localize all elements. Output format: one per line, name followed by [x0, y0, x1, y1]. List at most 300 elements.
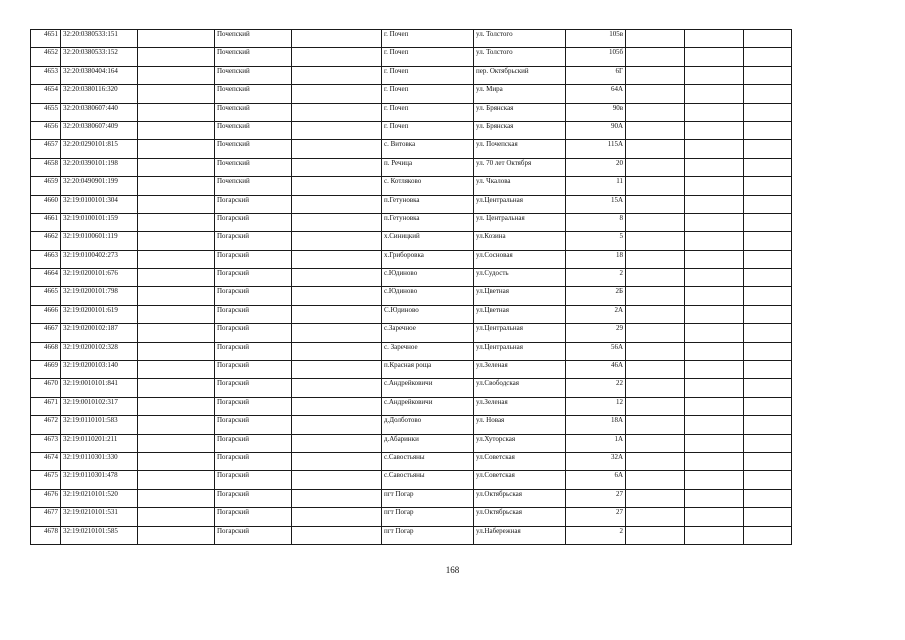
house-number-cell: 105в — [566, 30, 626, 48]
row-number-cell: 4672 — [31, 416, 61, 434]
cadastral-number-cell: 32:20:0380116:320 — [61, 85, 138, 103]
house-number-cell: 2 — [566, 269, 626, 287]
district-cell: Почепский — [215, 85, 292, 103]
empty-cell — [744, 452, 792, 470]
empty-cell — [138, 508, 215, 526]
locality-cell: пгт Погар — [382, 508, 474, 526]
table-row — [31, 213, 792, 231]
empty-cell — [685, 177, 744, 195]
table-row — [31, 269, 792, 287]
street-cell: ул.Сосновая — [474, 250, 566, 268]
table-row — [31, 379, 792, 397]
district-cell: Почепский — [215, 121, 292, 139]
empty-cell — [685, 416, 744, 434]
house-number-cell: 5 — [566, 232, 626, 250]
locality-cell: г. Почеп — [382, 66, 474, 84]
empty-cell — [138, 30, 215, 48]
table-row — [31, 305, 792, 323]
row-number-cell: 4674 — [31, 452, 61, 470]
empty-cell — [292, 158, 382, 176]
empty-cell — [744, 232, 792, 250]
locality-cell: х.Синицкий — [382, 232, 474, 250]
district-cell: Почепский — [215, 48, 292, 66]
locality-cell: п.Красная роща — [382, 361, 474, 379]
empty-cell — [685, 269, 744, 287]
table-row — [31, 30, 792, 48]
cadastral-number-cell: 32:19:0110101:583 — [61, 416, 138, 434]
house-number-cell: 8 — [566, 213, 626, 231]
empty-cell — [138, 287, 215, 305]
house-number-cell: 105б — [566, 48, 626, 66]
locality-cell: х.Гриборовка — [382, 250, 474, 268]
locality-cell: г. Почеп — [382, 85, 474, 103]
row-number-cell: 4678 — [31, 526, 61, 544]
table-row — [31, 452, 792, 470]
street-cell: ул.Октябрьская — [474, 489, 566, 507]
row-number-cell: 4652 — [31, 48, 61, 66]
empty-cell — [138, 452, 215, 470]
house-number-cell: 12 — [566, 397, 626, 415]
house-number-cell: 2А — [566, 305, 626, 323]
empty-cell — [292, 85, 382, 103]
district-cell: Погарский — [215, 213, 292, 231]
page-number: 168 — [445, 565, 460, 575]
empty-cell — [626, 103, 685, 121]
district-cell: Погарский — [215, 269, 292, 287]
cadastral-number-cell: 32:19:0200101:676 — [61, 269, 138, 287]
district-cell: Почепский — [215, 158, 292, 176]
street-cell: ул. Чкалова — [474, 177, 566, 195]
cadastral-number-cell: 32:20:0390101:198 — [61, 158, 138, 176]
empty-cell — [685, 195, 744, 213]
table-row — [31, 103, 792, 121]
empty-cell — [626, 324, 685, 342]
empty-cell — [744, 342, 792, 360]
locality-cell: д.Абаринки — [382, 434, 474, 452]
empty-cell — [138, 342, 215, 360]
house-number-cell: 15А — [566, 195, 626, 213]
street-cell: ул.Свободская — [474, 379, 566, 397]
district-cell: Почепский — [215, 30, 292, 48]
empty-cell — [138, 121, 215, 139]
row-number-cell: 4675 — [31, 471, 61, 489]
street-cell: ул.Центральная — [474, 324, 566, 342]
empty-cell — [292, 305, 382, 323]
empty-cell — [138, 379, 215, 397]
row-number-cell: 4673 — [31, 434, 61, 452]
registry-body — [31, 30, 792, 545]
row-number-cell: 4662 — [31, 232, 61, 250]
empty-cell — [685, 158, 744, 176]
empty-cell — [292, 361, 382, 379]
cadastral-number-cell: 32:20:0380533:152 — [61, 48, 138, 66]
empty-cell — [292, 103, 382, 121]
empty-cell — [292, 140, 382, 158]
empty-cell — [626, 416, 685, 434]
empty-cell — [292, 30, 382, 48]
house-number-cell: 2Б — [566, 287, 626, 305]
empty-cell — [138, 324, 215, 342]
street-cell: ул. Брянская — [474, 121, 566, 139]
house-number-cell: 27 — [566, 489, 626, 507]
empty-cell — [685, 471, 744, 489]
empty-cell — [292, 379, 382, 397]
empty-cell — [744, 121, 792, 139]
row-number-cell: 4651 — [31, 30, 61, 48]
house-number-cell: 29 — [566, 324, 626, 342]
locality-cell: г. Почеп — [382, 103, 474, 121]
empty-cell — [138, 489, 215, 507]
house-number-cell: 6А — [566, 471, 626, 489]
empty-cell — [626, 287, 685, 305]
cadastral-number-cell: 32:20:0380607:440 — [61, 103, 138, 121]
empty-cell — [744, 30, 792, 48]
empty-cell — [685, 361, 744, 379]
cadastral-number-cell: 32:19:0210101:531 — [61, 508, 138, 526]
district-cell: Почепский — [215, 66, 292, 84]
empty-cell — [685, 452, 744, 470]
district-cell: Погарский — [215, 361, 292, 379]
empty-cell — [744, 103, 792, 121]
empty-cell — [626, 269, 685, 287]
street-cell: ул.Советская — [474, 471, 566, 489]
district-cell: Погарский — [215, 324, 292, 342]
empty-cell — [744, 416, 792, 434]
cadastral-number-cell: 32:19:0110301:330 — [61, 452, 138, 470]
district-cell: Погарский — [215, 305, 292, 323]
empty-cell — [685, 66, 744, 84]
table-row — [31, 342, 792, 360]
empty-cell — [685, 379, 744, 397]
empty-cell — [138, 213, 215, 231]
empty-cell — [292, 48, 382, 66]
table-row — [31, 287, 792, 305]
empty-cell — [138, 526, 215, 544]
empty-cell — [626, 434, 685, 452]
empty-cell — [744, 177, 792, 195]
empty-cell — [138, 177, 215, 195]
empty-cell — [685, 48, 744, 66]
table-row — [31, 250, 792, 268]
empty-cell — [292, 250, 382, 268]
district-cell: Погарский — [215, 287, 292, 305]
empty-cell — [744, 48, 792, 66]
row-number-cell: 4664 — [31, 269, 61, 287]
empty-cell — [626, 379, 685, 397]
locality-cell: пгт Погар — [382, 526, 474, 544]
district-cell: Погарский — [215, 379, 292, 397]
empty-cell — [138, 140, 215, 158]
cadastral-number-cell: 32:19:0110201:211 — [61, 434, 138, 452]
cadastral-number-cell: 32:19:0010102:317 — [61, 397, 138, 415]
empty-cell — [626, 30, 685, 48]
district-cell: Почепский — [215, 140, 292, 158]
empty-cell — [685, 140, 744, 158]
street-cell: ул.Козина — [474, 232, 566, 250]
locality-cell: с. Витовка — [382, 140, 474, 158]
table-row — [31, 397, 792, 415]
district-cell: Погарский — [215, 526, 292, 544]
empty-cell — [744, 526, 792, 544]
empty-cell — [292, 213, 382, 231]
empty-cell — [626, 140, 685, 158]
empty-cell — [626, 526, 685, 544]
table-row — [31, 121, 792, 139]
empty-cell — [626, 195, 685, 213]
house-number-cell: 20 — [566, 158, 626, 176]
cadastral-number-cell: 32:19:0200101:798 — [61, 287, 138, 305]
empty-cell — [138, 195, 215, 213]
district-cell: Почепский — [215, 103, 292, 121]
locality-cell: г. Почеп — [382, 121, 474, 139]
empty-cell — [744, 361, 792, 379]
row-number-cell: 4659 — [31, 177, 61, 195]
empty-cell — [626, 342, 685, 360]
empty-cell — [744, 287, 792, 305]
empty-cell — [138, 85, 215, 103]
house-number-cell: 115А — [566, 140, 626, 158]
empty-cell — [626, 471, 685, 489]
empty-cell — [292, 342, 382, 360]
house-number-cell: 32А — [566, 452, 626, 470]
house-number-cell: 1А — [566, 434, 626, 452]
empty-cell — [292, 471, 382, 489]
row-number-cell: 4653 — [31, 66, 61, 84]
empty-cell — [292, 269, 382, 287]
house-number-cell: 27 — [566, 508, 626, 526]
empty-cell — [685, 489, 744, 507]
row-number-cell: 4676 — [31, 489, 61, 507]
street-cell: ул.Набережная — [474, 526, 566, 544]
district-cell: Погарский — [215, 434, 292, 452]
empty-cell — [685, 287, 744, 305]
empty-cell — [685, 342, 744, 360]
empty-cell — [292, 452, 382, 470]
empty-cell — [138, 269, 215, 287]
empty-cell — [626, 397, 685, 415]
locality-cell: д.Долботово — [382, 416, 474, 434]
house-number-cell: 18А — [566, 416, 626, 434]
locality-cell: с. Котляково — [382, 177, 474, 195]
street-cell: ул.Хуторская — [474, 434, 566, 452]
empty-cell — [685, 250, 744, 268]
table-row — [31, 361, 792, 379]
house-number-cell: 18 — [566, 250, 626, 268]
locality-cell: п.Гетуновка — [382, 195, 474, 213]
locality-cell: с.Савостьяны — [382, 452, 474, 470]
empty-cell — [138, 48, 215, 66]
street-cell: ул. 70 лет Октября — [474, 158, 566, 176]
empty-cell — [626, 250, 685, 268]
empty-cell — [685, 305, 744, 323]
street-cell: ул.Советская — [474, 452, 566, 470]
street-cell: ул. Мира — [474, 85, 566, 103]
street-cell: ул.Зеленая — [474, 397, 566, 415]
empty-cell — [685, 526, 744, 544]
empty-cell — [292, 416, 382, 434]
empty-cell — [744, 324, 792, 342]
empty-cell — [744, 250, 792, 268]
house-number-cell: 90А — [566, 121, 626, 139]
empty-cell — [685, 213, 744, 231]
table-row — [31, 324, 792, 342]
empty-cell — [138, 416, 215, 434]
empty-cell — [138, 66, 215, 84]
empty-cell — [626, 48, 685, 66]
street-cell: ул. Центральная — [474, 213, 566, 231]
empty-cell — [685, 121, 744, 139]
street-cell: ул.Зеленая — [474, 361, 566, 379]
row-number-cell: 4657 — [31, 140, 61, 158]
house-number-cell: 90в — [566, 103, 626, 121]
empty-cell — [138, 397, 215, 415]
empty-cell — [292, 177, 382, 195]
street-cell: ул. Толстого — [474, 30, 566, 48]
empty-cell — [292, 287, 382, 305]
house-number-cell: 46А — [566, 361, 626, 379]
cadastral-number-cell: 32:19:0010101:841 — [61, 379, 138, 397]
empty-cell — [292, 324, 382, 342]
row-number-cell: 4655 — [31, 103, 61, 121]
cadastral-number-cell: 32:19:0200101:619 — [61, 305, 138, 323]
street-cell: ул. Почепская — [474, 140, 566, 158]
empty-cell — [685, 324, 744, 342]
empty-cell — [685, 232, 744, 250]
empty-cell — [626, 66, 685, 84]
district-cell: Погарский — [215, 471, 292, 489]
locality-cell: г. Почеп — [382, 48, 474, 66]
empty-cell — [744, 397, 792, 415]
row-number-cell: 4656 — [31, 121, 61, 139]
table-row — [31, 434, 792, 452]
empty-cell — [626, 232, 685, 250]
empty-cell — [744, 66, 792, 84]
district-cell: Погарский — [215, 397, 292, 415]
empty-cell — [685, 397, 744, 415]
district-cell: Погарский — [215, 508, 292, 526]
row-number-cell: 4671 — [31, 397, 61, 415]
empty-cell — [292, 397, 382, 415]
empty-cell — [685, 508, 744, 526]
locality-cell: п.Гетуновка — [382, 213, 474, 231]
house-number-cell: 64А — [566, 85, 626, 103]
table-row — [31, 158, 792, 176]
empty-cell — [744, 140, 792, 158]
empty-cell — [138, 103, 215, 121]
empty-cell — [138, 434, 215, 452]
cadastral-number-cell: 32:19:0210101:585 — [61, 526, 138, 544]
empty-cell — [138, 471, 215, 489]
empty-cell — [292, 66, 382, 84]
street-cell: ул.Октябрьская — [474, 508, 566, 526]
row-number-cell: 4666 — [31, 305, 61, 323]
row-number-cell: 4669 — [31, 361, 61, 379]
empty-cell — [744, 85, 792, 103]
empty-cell — [744, 434, 792, 452]
locality-cell: с.Юдиново — [382, 287, 474, 305]
empty-cell — [626, 121, 685, 139]
empty-cell — [744, 379, 792, 397]
table-row — [31, 140, 792, 158]
empty-cell — [744, 195, 792, 213]
table-row — [31, 66, 792, 84]
registry-table — [30, 29, 792, 545]
locality-cell: с.Савостьяны — [382, 471, 474, 489]
row-number-cell: 4665 — [31, 287, 61, 305]
empty-cell — [626, 361, 685, 379]
cadastral-number-cell: 32:19:0200103:140 — [61, 361, 138, 379]
locality-cell: п. Речица — [382, 158, 474, 176]
street-cell: ул.Цветная — [474, 305, 566, 323]
empty-cell — [626, 305, 685, 323]
table-row — [31, 48, 792, 66]
empty-cell — [744, 489, 792, 507]
empty-cell — [292, 434, 382, 452]
row-number-cell: 4660 — [31, 195, 61, 213]
table-row — [31, 489, 792, 507]
locality-cell: с.Заречное — [382, 324, 474, 342]
table-row — [31, 195, 792, 213]
district-cell: Погарский — [215, 489, 292, 507]
street-cell: ул.Центральная — [474, 195, 566, 213]
empty-cell — [292, 232, 382, 250]
house-number-cell: 11 — [566, 177, 626, 195]
district-cell: Погарский — [215, 342, 292, 360]
table-row — [31, 232, 792, 250]
table-row — [31, 508, 792, 526]
cadastral-number-cell: 32:20:0380533:151 — [61, 30, 138, 48]
empty-cell — [744, 471, 792, 489]
row-number-cell: 4670 — [31, 379, 61, 397]
street-cell: ул.Судость — [474, 269, 566, 287]
street-cell: ул. Брянская — [474, 103, 566, 121]
empty-cell — [744, 269, 792, 287]
empty-cell — [626, 508, 685, 526]
empty-cell — [744, 158, 792, 176]
empty-cell — [626, 85, 685, 103]
locality-cell: г. Почеп — [382, 30, 474, 48]
row-number-cell: 4663 — [31, 250, 61, 268]
cadastral-number-cell: 32:19:0100402:273 — [61, 250, 138, 268]
cadastral-number-cell: 32:19:0100101:304 — [61, 195, 138, 213]
cadastral-number-cell: 32:20:0380607:409 — [61, 121, 138, 139]
empty-cell — [292, 508, 382, 526]
district-cell: Погарский — [215, 416, 292, 434]
empty-cell — [626, 489, 685, 507]
cadastral-number-cell: 32:19:0210101:520 — [61, 489, 138, 507]
empty-cell — [138, 250, 215, 268]
empty-cell — [626, 158, 685, 176]
empty-cell — [744, 213, 792, 231]
row-number-cell: 4667 — [31, 324, 61, 342]
district-cell: Погарский — [215, 452, 292, 470]
locality-cell: с. Заречное — [382, 342, 474, 360]
street-cell: пер. Октябрьский — [474, 66, 566, 84]
empty-cell — [744, 305, 792, 323]
empty-cell — [685, 103, 744, 121]
street-cell: ул. Толстого — [474, 48, 566, 66]
empty-cell — [626, 213, 685, 231]
locality-cell: пгт Погар — [382, 489, 474, 507]
empty-cell — [292, 121, 382, 139]
table-row — [31, 526, 792, 544]
row-number-cell: 4658 — [31, 158, 61, 176]
empty-cell — [626, 177, 685, 195]
cadastral-number-cell: 32:19:0100601:119 — [61, 232, 138, 250]
empty-cell — [626, 452, 685, 470]
empty-cell — [138, 361, 215, 379]
row-number-cell: 4677 — [31, 508, 61, 526]
